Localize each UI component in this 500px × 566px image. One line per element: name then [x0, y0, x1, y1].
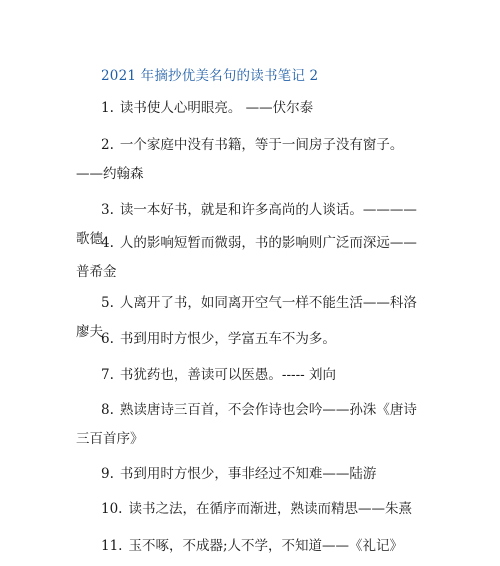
quote-item	[76, 460, 428, 489]
quote-number: 8.	[101, 402, 114, 418]
quote-number: 10.	[101, 501, 123, 517]
page-title: 2021 年摘抄优美名句的读书笔记 2	[101, 68, 319, 84]
quote-text: 书犹药也，善读可以医愚。----- 刘向	[119, 367, 336, 383]
quote-item	[76, 361, 428, 390]
quote-number: 6.	[101, 331, 114, 347]
quote-number: 11.	[101, 538, 123, 554]
quote-item	[76, 229, 428, 287]
quote-number: 7.	[101, 367, 114, 383]
quote-item	[76, 94, 428, 123]
quote-item	[76, 495, 428, 524]
quote-text: 熟读唐诗三百首，不会作诗也会吟——孙洙《唐诗三百首序》	[76, 402, 417, 447]
quote-text: 人离开了书，如同离开空气一样不能生活——科洛廖夫	[76, 295, 417, 340]
quote-text: 读书之法，在循序而渐进，熟读而精思——朱熹	[128, 501, 412, 517]
quote-text: 读一本好书，就是和许多高尚的人谈话。————歌德	[76, 202, 417, 247]
quote-number: 9.	[101, 466, 114, 482]
quote-number: 2.	[101, 137, 114, 153]
quote-item	[76, 532, 428, 561]
quote-item	[76, 396, 428, 454]
quote-item	[76, 131, 428, 189]
quote-text: 读书使人心明眼亮。 ——伏尔泰	[119, 100, 314, 116]
quote-number: 3.	[101, 202, 114, 218]
quote-text: 玉不啄，不成器;人不学，不知道——《礼记》	[128, 538, 404, 554]
quote-item	[76, 325, 428, 354]
quote-number: 4.	[101, 235, 114, 251]
quote-text: 书到用时方恨少，事非经过不知难——陆游	[119, 466, 377, 482]
quote-number: 5.	[101, 295, 114, 311]
quote-text: 人的影响短暂而微弱，书的影响则广泛而深远——普希金	[76, 235, 417, 280]
quote-number: 1.	[101, 100, 114, 116]
quote-text: 一个家庭中没有书籍，等于一间房子没有窗子。 ——约翰森	[76, 137, 404, 182]
quote-text: 书到用时方恨少，学富五车不为多。	[119, 331, 336, 347]
